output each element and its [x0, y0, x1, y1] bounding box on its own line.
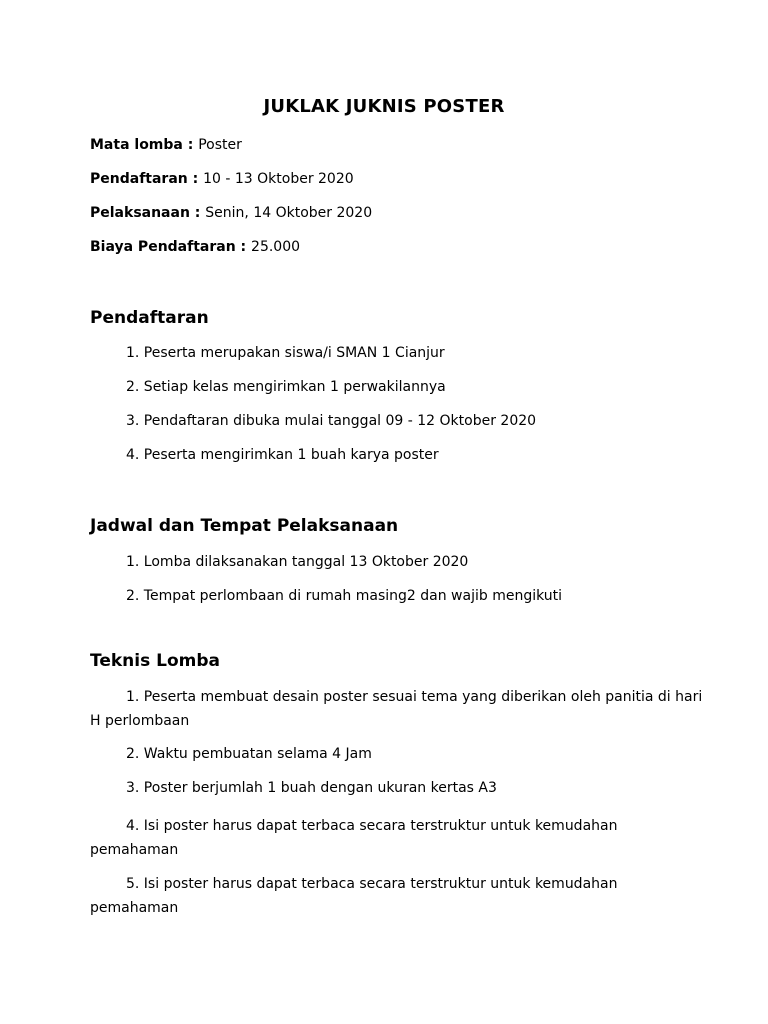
meta-line-mata-lomba — [90, 137, 242, 153]
meta-line-biaya — [90, 239, 300, 255]
document-title: JUKLAK JUKNIS POSTER — [263, 96, 505, 117]
meta-value: 25.000 — [251, 239, 301, 255]
list-item: 5. Isi poster harus dapat terbaca secara terstruktur untuk kemudahan pemahaman — [90, 876, 618, 916]
list-item: 2. Waktu pembuatan selama 4 Jam — [126, 746, 372, 762]
section-heading-teknis: Teknis Lomba — [90, 651, 221, 671]
meta-separator: : — [235, 239, 252, 255]
list-item: 3. Poster berjumlah 1 buah dengan ukuran kertas A3 — [126, 780, 497, 796]
list-item: 4. Isi poster harus dapat terbaca secara terstruktur untuk kemudahan pemahaman — [90, 818, 618, 858]
list-item: 2. Tempat perlombaan di rumah masing2 dan wajib mengikuti — [126, 588, 563, 604]
meta-separator: : — [189, 205, 206, 221]
meta-value: Senin, 14 Oktober 2020 — [205, 205, 373, 221]
meta-label: Biaya Pendaftaran — [90, 239, 236, 255]
meta-separator: : — [187, 171, 204, 187]
meta-line-pendaftaran — [90, 171, 354, 187]
list-item: 3. Pendaftaran dibuka mulai tanggal 09 - 12 Oktober 2020 — [126, 413, 537, 429]
section-heading-pendaftaran: Pendaftaran — [90, 308, 209, 328]
meta-line-pelaksanaan — [90, 205, 372, 221]
meta-label: Pendaftaran — [90, 171, 188, 187]
list-item: 2. Setiap kelas mengirimkan 1 perwakilannya — [126, 379, 446, 395]
list-item: 1. Lomba dilaksanakan tanggal 13 Oktober 2020 — [126, 554, 469, 570]
meta-value: Poster — [198, 137, 242, 153]
meta-value: 10 - 13 Oktober 2020 — [203, 171, 354, 187]
section-heading-jadwal: Jadwal dan Tempat Pelaksanaan — [90, 516, 399, 536]
list-item: 1. Peserta merupakan siswa/i SMAN 1 Cianjur — [126, 345, 445, 361]
list-item: 4. Peserta mengirimkan 1 buah karya poster — [126, 447, 439, 463]
meta-separator: : — [182, 137, 199, 153]
meta-label: Pelaksanaan — [90, 205, 190, 221]
list-item: 1. Peserta membuat desain poster sesuai tema yang diberikan oleh panitia di hari H perlombaan — [90, 689, 703, 729]
meta-label: Mata lomba — [90, 137, 183, 153]
